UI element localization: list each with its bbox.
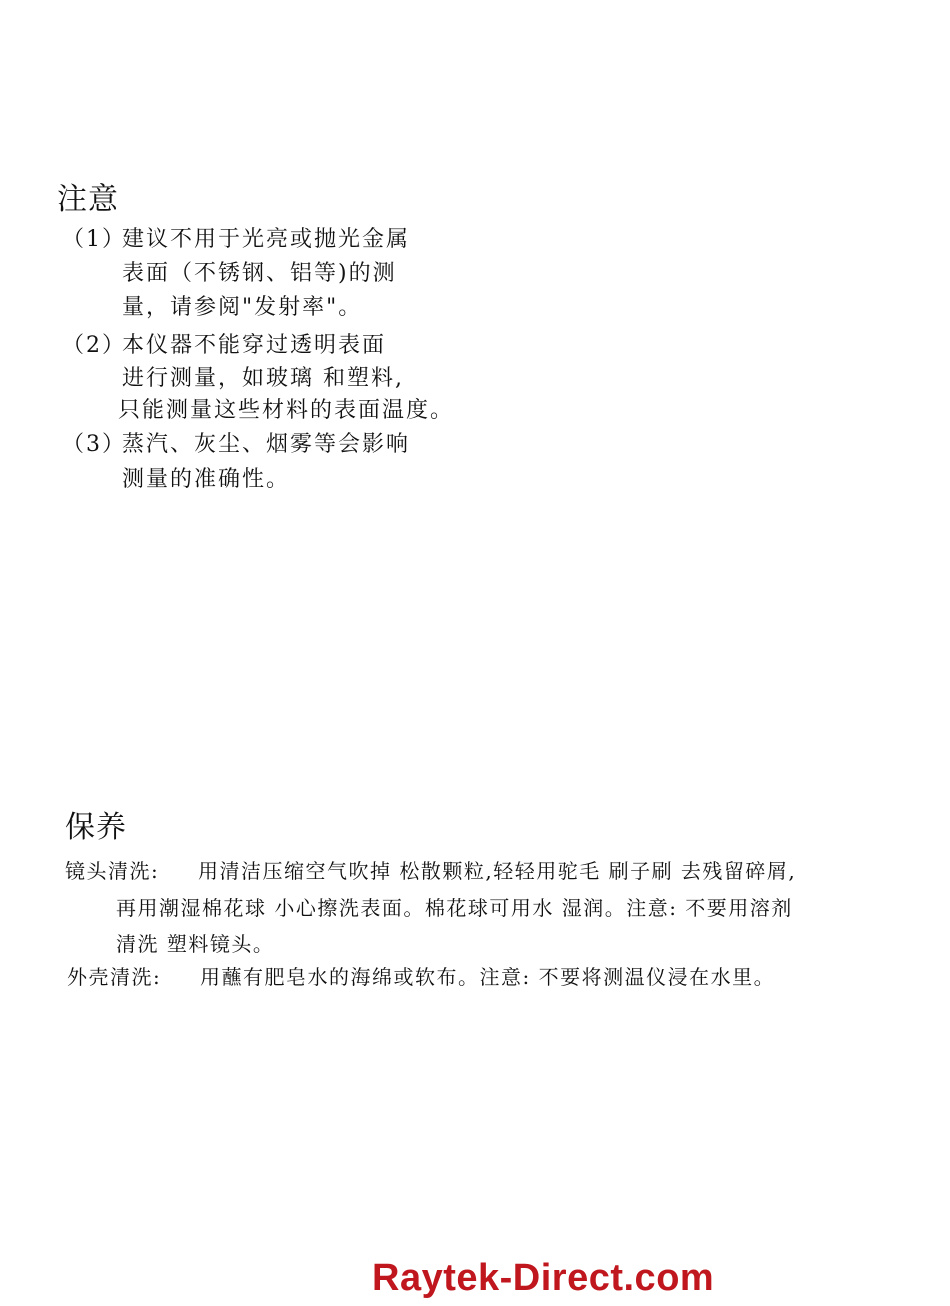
caution-item-1-number: （1） bbox=[62, 227, 126, 252]
caution-heading: 注意 bbox=[57, 182, 119, 217]
housing-cleaning-label: 外壳清洗: bbox=[67, 965, 162, 989]
caution-item-2-line-2: 进行测量，如玻璃 和塑料, bbox=[122, 366, 404, 391]
brand-footer: Raytek-Direct.com bbox=[372, 1257, 715, 1299]
caution-item-2-line-1: 本仪器不能穿过透明表面 bbox=[122, 333, 387, 358]
caution-item-1-line-1: 建议不用于光亮或抛光金属 bbox=[122, 227, 411, 252]
caution-item-1-line-2: 表面（不锈钢、铝等)的测 bbox=[122, 261, 397, 286]
lens-cleaning-line-3: 清洗 塑料镜头。 bbox=[116, 932, 275, 956]
caution-item-3-number: （3） bbox=[62, 432, 126, 457]
caution-item-3-line-2: 测量的准确性。 bbox=[122, 467, 291, 492]
lens-cleaning-line-2: 再用潮湿棉花球 小心擦洗表面。棉花球可用水 湿润。注意: 不要用溶剂 bbox=[116, 896, 793, 920]
lens-cleaning-line-1: 用清洁压缩空气吹掉 松散颗粒,轻轻用驼毛 刷子刷 去残留碎屑, bbox=[198, 859, 797, 883]
maintenance-heading: 保养 bbox=[65, 810, 127, 845]
caution-item-2-line-3: 只能测量这些材料的表面温度。 bbox=[118, 398, 455, 423]
caution-item-3-line-1: 蒸汽、灰尘、烟雾等会影响 bbox=[122, 432, 411, 457]
lens-cleaning-label: 镜头清洗: bbox=[65, 859, 160, 883]
caution-item-1-line-3: 量，请参阅"发射率"。 bbox=[122, 295, 363, 320]
housing-cleaning-line-1: 用蘸有肥皂水的海绵或软布。注意: 不要将测温仪浸在水里。 bbox=[200, 965, 776, 989]
caution-item-2-number: （2） bbox=[62, 333, 126, 358]
